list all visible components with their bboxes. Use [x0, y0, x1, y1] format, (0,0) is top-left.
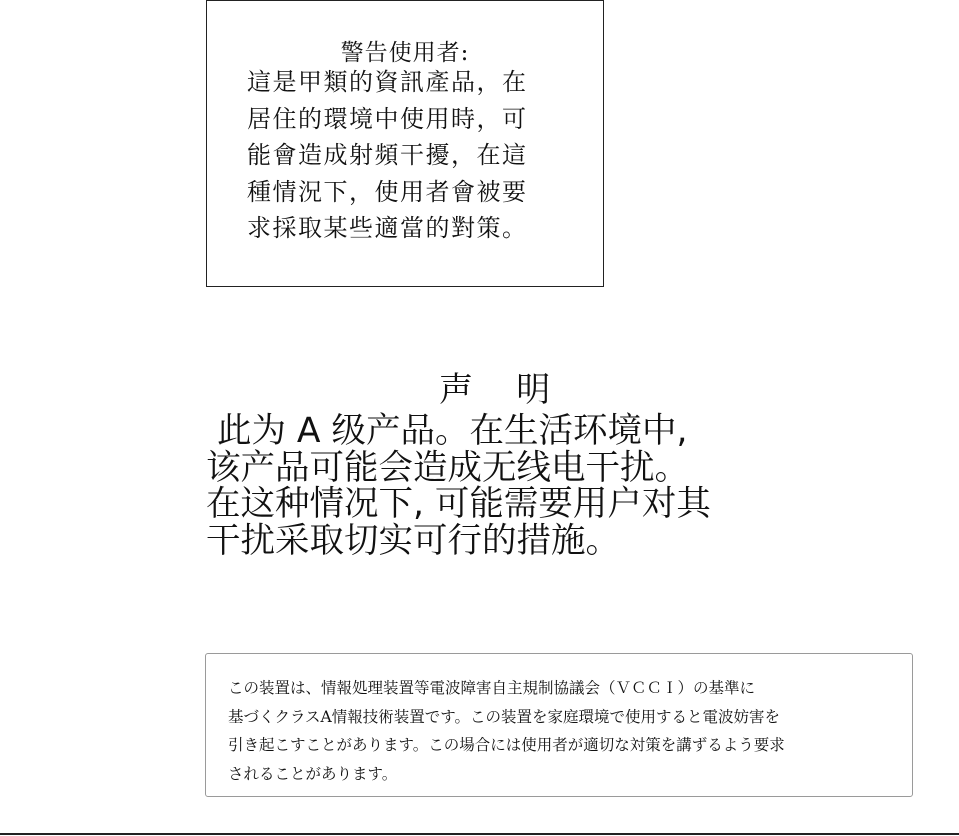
china-statement-body: [206, 413, 806, 559]
japan-vcci-notice-box: [205, 653, 913, 797]
japan-vcci-line: 基づくクラスA情報技術装置です。この装置を家庭環境で使用すると電波妨害を: [228, 707, 780, 726]
bottom-divider: [0, 833, 959, 835]
china-statement-line: 干扰采取切实可行的措施。: [206, 520, 620, 561]
china-statement-line: 该产品可能会造成无线电干扰。: [206, 447, 689, 488]
taiwan-notice-line: 種情況下，使用者會被要: [247, 177, 528, 206]
china-statement-line: 在这种情况下, 可能需要用户对其: [206, 484, 711, 524]
japan-vcci-body: [228, 674, 908, 788]
taiwan-notice-line: 這是甲類的資訊產品，在: [247, 68, 528, 96]
taiwan-notice-line: 居住的環境中使用時，可: [247, 104, 528, 133]
china-statement-title: 声 明: [439, 370, 551, 410]
taiwan-notice-title: 警告使用者:: [340, 40, 470, 66]
taiwan-bsmi-notice-box: [206, 0, 604, 287]
china-statement-line: 此为 A 级产品。在生活环境中,: [206, 411, 688, 451]
japan-vcci-line: この装置は、情報処理装置等電波障害自主規制協議会（ＶＣＣＩ）の基準に: [228, 679, 756, 697]
japan-vcci-line: されることがあります。: [228, 764, 398, 783]
taiwan-notice-body: [247, 64, 577, 247]
taiwan-notice-line: 求採取某些適當的對策。: [247, 214, 528, 242]
taiwan-notice-line: 能會造成射頻干擾，在這: [247, 141, 528, 169]
japan-vcci-line: 引き起こすことがあります。この場合には使用者が適切な対策を講ずるよう要求: [228, 736, 785, 754]
